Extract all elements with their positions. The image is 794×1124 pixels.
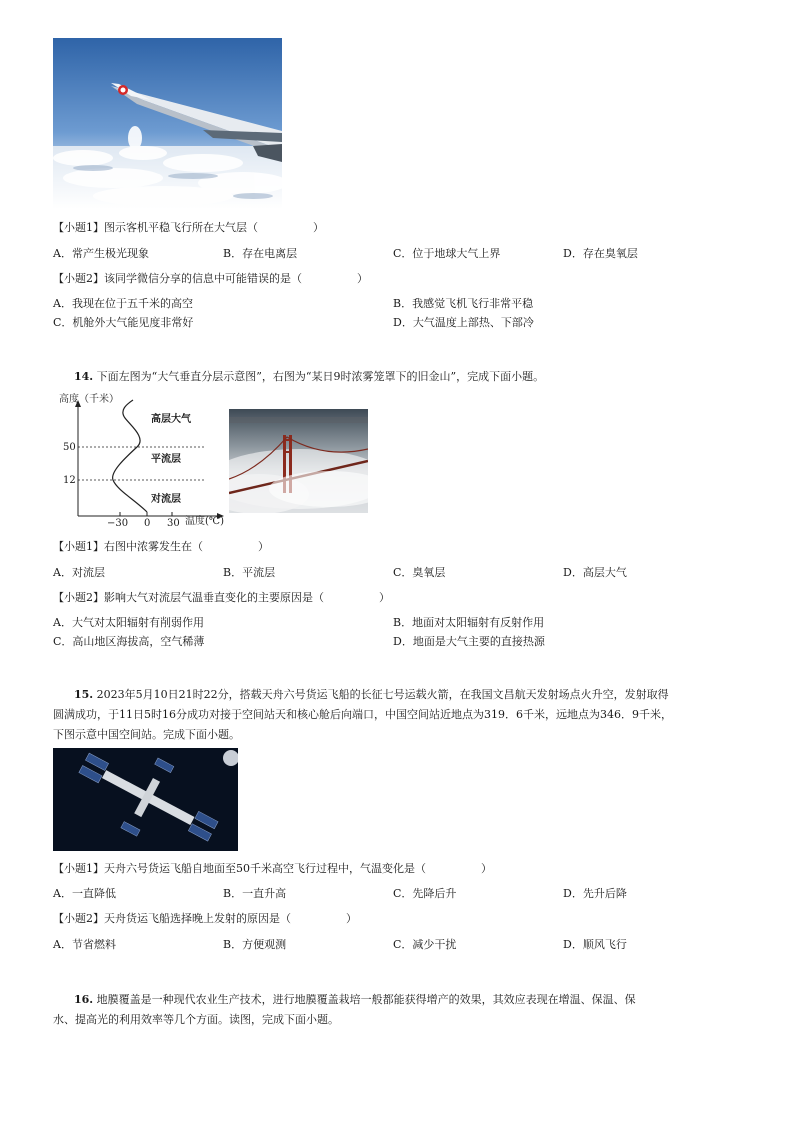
q16-number: 16.: [74, 993, 94, 1006]
q16-intro: [53, 990, 753, 1030]
q15-sub1-stem: 【小题1】天舟六号货运飞船自地面至50千米高空飞行过程中，气温变化是（ ）: [53, 862, 492, 875]
q14-sub1-option-d[interactable]: D．高层大气: [563, 566, 627, 579]
x-axis-label: 温度(℃): [185, 516, 224, 527]
q14-sub1-option-c[interactable]: C．臭氧层: [393, 566, 446, 579]
x-tick-30: 30: [167, 518, 180, 529]
q15-sub2-option-d[interactable]: D．顺风飞行: [563, 938, 627, 951]
q15-number: 15.: [74, 688, 94, 701]
golden-gate-fog-illustration: [229, 409, 368, 513]
space-station-illustration: [53, 748, 238, 851]
layer-label-troposphere: 对流层: [151, 494, 181, 505]
q13-sub2-option-c[interactable]: C．机舱外大气能见度非常好: [53, 316, 194, 329]
q15-intro: [53, 685, 753, 745]
q14-sub2-option-c[interactable]: C．高山地区海拔高，空气稀薄: [53, 635, 205, 648]
q15-sub2-stem: 【小题2】天舟货运飞船选择晚上发射的原因是（ ）: [53, 912, 357, 925]
q15-intro-line2: 圆满成功，于11日5时16分成功对接于空间站天和核心舱后向端口，中国空间站近地点为319．6千米，远地点为346．9千米，: [53, 708, 672, 721]
q15-sub1-option-d[interactable]: D．先升后降: [563, 887, 627, 900]
q15-sub2-option-c[interactable]: C．减少干扰: [393, 938, 457, 951]
q14-sub1-option-b[interactable]: B．平流层: [223, 566, 276, 579]
q14-sub1-stem: 【小题1】右图中浓雾发生在（ ）: [53, 540, 269, 553]
q14-sub1-option-a[interactable]: A．对流层: [53, 566, 105, 579]
q15-sub1-option-c[interactable]: C．先降后升: [393, 887, 457, 900]
q14-sub2-option-b[interactable]: B．地面对太阳辐射有反射作用: [393, 616, 545, 629]
q14-sub2-option-d[interactable]: D．地面是大气主要的直接热源: [393, 635, 545, 648]
q13-sub1-option-d[interactable]: D．存在臭氧层: [563, 247, 638, 260]
q13-sub1-option-c[interactable]: C．位于地球大气上界: [393, 247, 501, 260]
x-tick-0: 0: [144, 518, 151, 529]
q16-intro-line2: 水、提高光的利用效率等几个方面。读图，完成下面小题。: [53, 1013, 339, 1026]
q14-number: 14.: [74, 370, 94, 383]
q15-sub1-option-a[interactable]: A．一直降低: [53, 887, 116, 900]
airplane-wing-photo: [53, 38, 282, 209]
q13-sub2-stem: 【小题2】该同学微信分享的信息中可能错误的是（ ）: [53, 272, 368, 285]
y-tick-12: 12: [63, 475, 76, 486]
q13-sub1-option-a[interactable]: A．常产生极光现象: [53, 247, 149, 260]
y-tick-50: 50: [63, 442, 76, 453]
q15-intro-line3: 下图示意中国空间站。完成下面小题。: [53, 728, 240, 741]
atmosphere-layers-diagram: [55, 390, 230, 528]
layer-label-stratosphere: 平流层: [151, 454, 181, 465]
q15-sub2-option-a[interactable]: A．节省燃料: [53, 938, 116, 951]
q13-sub2-option-d[interactable]: D．大气温度上部热、下部冷: [393, 316, 534, 329]
airplane-wing-illustration: [53, 38, 282, 209]
q13-sub1-stem: 【小题1】图示客机平稳飞行所在大气层（ ）: [53, 221, 324, 234]
q16-intro-line1: 地膜覆盖是一种现代农业生产技术，进行地膜覆盖栽培一般都能获得增产的效果，其效应表现在增温、保温、保: [96, 993, 636, 1006]
q15-sub2-option-b[interactable]: B．方便观测: [223, 938, 287, 951]
q14-intro-text: 下面左图为“大气垂直分层示意图”，右图为“某日9时浓雾笼罩下的旧金山”，完成下面小题。: [96, 370, 545, 383]
space-station-photo: [53, 748, 238, 851]
q13-sub2-option-b[interactable]: B．我感觉飞机飞行非常平稳: [393, 297, 534, 310]
fog-bridge-photo: [229, 409, 368, 513]
x-tick-neg30: −30: [107, 518, 129, 529]
layer-label-upper: 高层大气: [151, 414, 191, 425]
q15-sub1-option-b[interactable]: B．一直升高: [223, 887, 287, 900]
q15-intro-line1: 2023年5月10日21时22分，搭载天舟六号货运飞船的长征七号运载火箭，在我国文昌航天发射场点火升空，发射取得: [96, 688, 669, 701]
atmosphere-diagram-graphic: [55, 390, 230, 528]
q13-sub1-option-b[interactable]: B．存在电离层: [223, 247, 298, 260]
q14-sub2-stem: 【小题2】影响大气对流层气温垂直变化的主要原因是（ ）: [53, 591, 390, 604]
y-axis-label: 高度（千米）: [59, 394, 119, 405]
q13-sub2-option-a[interactable]: A．我现在位于五千米的高空: [53, 297, 193, 310]
q14-sub2-option-a[interactable]: A．大气对太阳辐射有削弱作用: [53, 616, 204, 629]
q14-intro: [74, 370, 544, 384]
